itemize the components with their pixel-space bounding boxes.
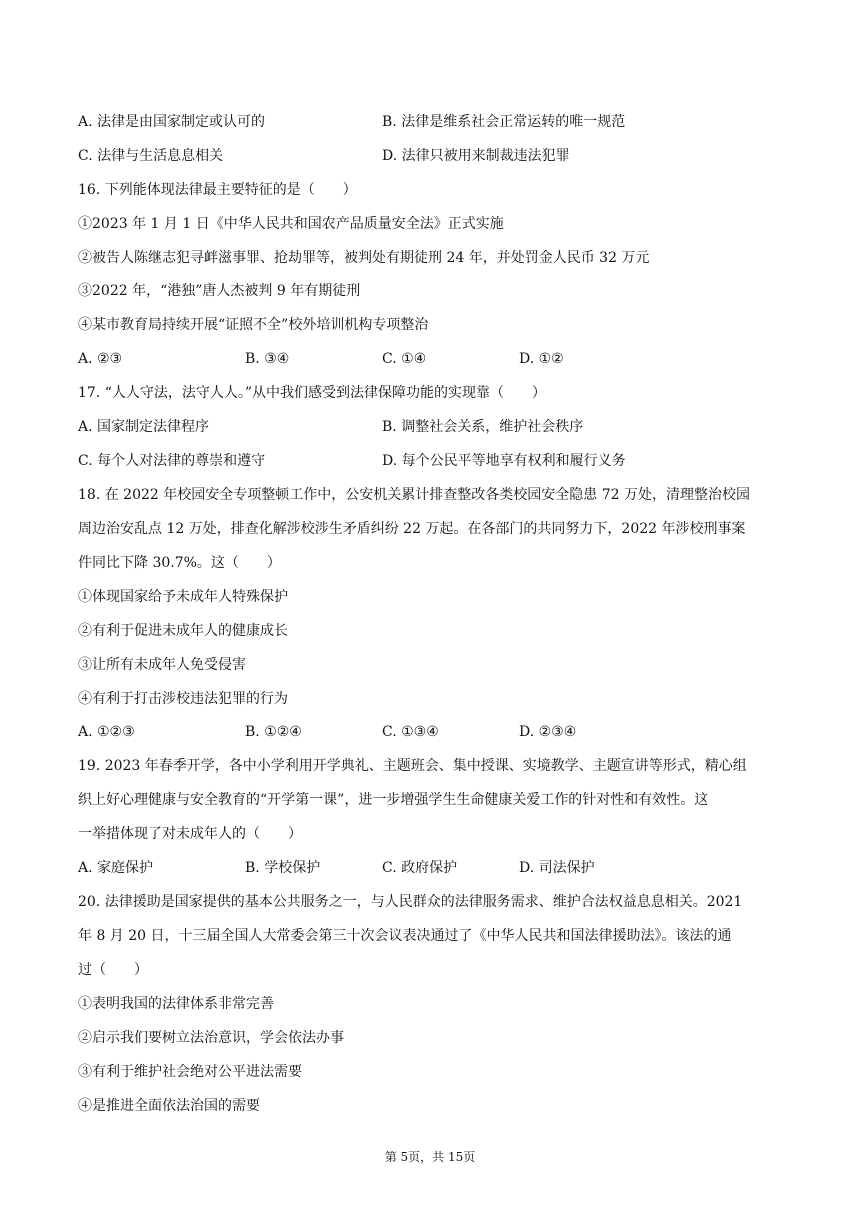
q17-option-c: C. 每个人对法律的尊崇和遵守 (78, 453, 266, 469)
q19-stem-line-3: 一举措体现了对未成年人的（ ） (78, 826, 302, 842)
q18-item-2: ②有利于促进未成年人的健康成长 (78, 623, 288, 639)
q17-option-b: B. 调整社会关系，维护社会秩序 (382, 419, 584, 435)
q20-stem-line-1: 20. 法律援助是国家提供的基本公共服务之一，与人民群众的法律服务需求、维护合法权益息息相关。2021 (78, 894, 743, 910)
q17-option-d: D. 每个公民平等地享有权利和履行义务 (382, 453, 626, 469)
q15-option-c: C. 法律与生活息息相关 (78, 148, 224, 164)
page-number-footer: 第 5页，共 15页 (384, 1150, 476, 1164)
q16-item-3: ③2022 年，“港独”唐人杰被判 9 年有期徒刑 (78, 283, 361, 299)
q16-item-1: ①2023 年 1 月 1 日《中华人民共和国农产品质量安全法》正式实施 (78, 216, 504, 232)
q16-option-d: D. ①② (519, 351, 564, 367)
q18-option-c: C. ①③④ (382, 724, 439, 740)
q20-item-1: ①表明我国的法律体系非常完善 (78, 996, 274, 1012)
q20-item-4: ④是推进全面依法治国的需要 (78, 1098, 260, 1114)
q19-option-c: C. 政府保护 (382, 860, 458, 876)
q15-option-a: A. 法律是由国家制定或认可的 (78, 114, 266, 130)
q20-item-2: ②启示我们要树立法治意识，学会依法办事 (78, 1030, 344, 1046)
q18-stem-line-2: 周边治安乱点 12 万处，排查化解涉校涉生矛盾纠纷 22 万起。在各部门的共同努力下，2022 年涉校刑事案 (78, 521, 746, 537)
q16-item-4: ④某市教育局持续开展“证照不全”校外培训机构专项整治 (78, 317, 429, 333)
q18-item-1: ①体现国家给予未成年人特殊保护 (78, 589, 288, 605)
q17-option-a: A. 国家制定法律程序 (78, 419, 210, 435)
q19-option-a: A. 家庭保护 (78, 860, 154, 876)
q19-option-b: B. 学校保护 (245, 860, 321, 876)
q18-stem-line-3: 件同比下降 30.7%。这（ ） (78, 555, 281, 571)
q16-option-c: C. ①④ (382, 351, 427, 367)
q20-stem-line-2: 年 8 月 20 日，十三届全国人大常委会第三十次会议表决通过了《中华人民共和国法律援助法》。该法的通 (78, 928, 732, 944)
q16-item-2: ②被告人陈继志犯寻衅滋事罪、抢劫罪等，被判处有期徒刑 24 年，并处罚金人民币 32 万元 (78, 250, 650, 266)
q18-item-3: ③让所有未成年人免受侵害 (78, 657, 246, 673)
q17-stem: 17. “人人守法，法守人人。”从中我们感受到法律保障功能的实现靠（ ） (78, 385, 547, 401)
q16-option-a: A. ②③ (78, 351, 123, 367)
q20-item-3: ③有利于维护社会绝对公平进法需要 (78, 1064, 302, 1080)
q15-option-b: B. 法律是维系社会正常运转的唯一规范 (382, 114, 626, 130)
q18-option-b: B. ①②④ (245, 724, 302, 740)
q18-item-4: ④有利于打击涉校违法犯罪的行为 (78, 691, 288, 707)
q16-stem: 16. 下列能体现法律最主要特征的是（ ） (78, 182, 357, 198)
q19-option-d: D. 司法保护 (519, 860, 595, 876)
q18-option-a: A. ①②③ (78, 724, 135, 740)
q20-stem-line-3: 过（ ） (78, 962, 148, 978)
q19-stem-line-2: 织上好心理健康与安全教育的“开学第一课”，进一步增强学生生命健康关爱工作的针对性和有效性。这 (78, 792, 709, 808)
q19-stem-line-1: 19. 2023 年春季开学，各中小学利用开学典礼、主题班会、集中授课、实境教学、主题宣讲等形式，精心组 (78, 758, 747, 774)
q18-option-d: D. ②③④ (519, 724, 577, 740)
q15-option-d: D. 法律只被用来制裁违法犯罪 (382, 148, 570, 164)
q16-option-b: B. ③④ (245, 351, 290, 367)
q18-stem-line-1: 18. 在 2022 年校园安全专项整顿工作中，公安机关累计排查整改各类校园安全隐患 72 万处，清理整治校园 (78, 487, 750, 503)
